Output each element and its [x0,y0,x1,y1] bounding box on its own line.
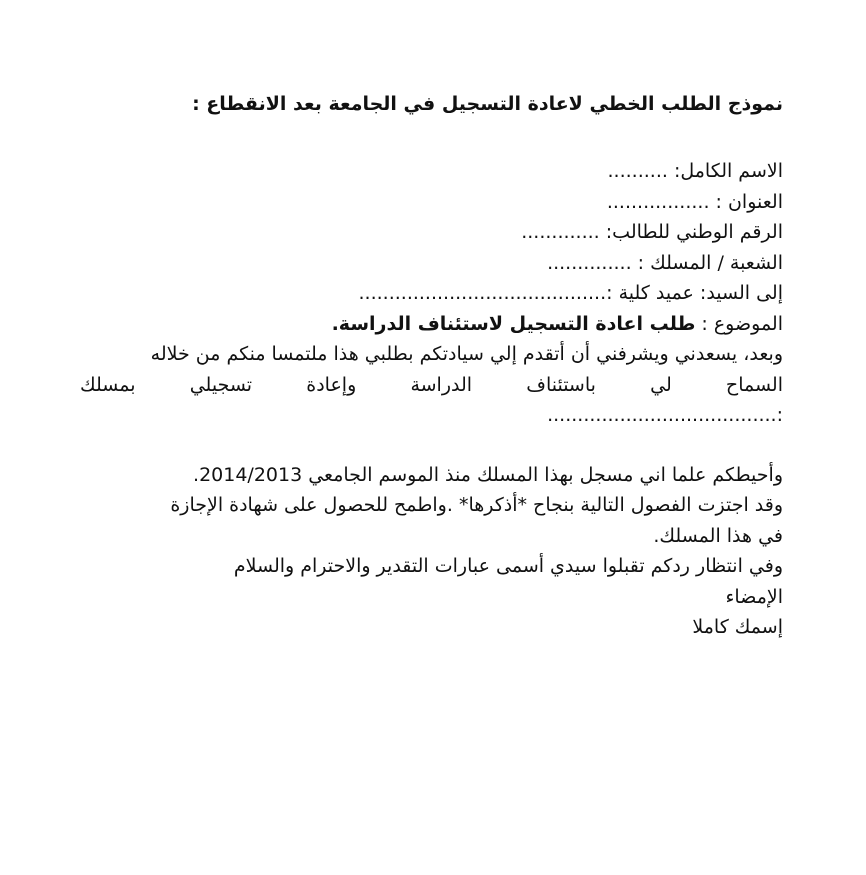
signature-label: الإمضاء [725,585,783,608]
passed-line-2: في هذا المسلك. [653,524,783,547]
intro-line-3: :...................................... [547,404,783,426]
enrolled-line: وأحيطكم علما اني مسجل بهذا المسلك منذ الموسم الجامعي 2014/2013. [193,463,783,486]
passed-line-1: وقد اجتزت الفصول التالية بنجاح *أذكرها* .واطمح للحصول على شهادة الإجازة [170,494,783,516]
subject-label: الموضوع : [695,312,783,335]
paragraph-spacer [80,431,783,460]
address-field: العنوان : ................. [606,190,783,213]
subject-text: طلب اعادة التسجيل لاستئناف الدراسة. [331,312,696,335]
subject-line [80,309,783,340]
national-id-field: الرقم الوطني للطالب: ............. [521,221,783,243]
letter-content [80,90,783,643]
track-field: الشعبة / المسلك : .............. [547,251,783,274]
intro-line-2: السماح لي باستئناف الدراسة وإعادة تسجيلي بمسلك [80,373,783,396]
full-name-field: الاسم الكامل: .......... [607,160,783,182]
recipient-field: إلى السيد: عميد كلية :......................................... [358,282,783,304]
closing-line: وفي انتظار ردكم تقبلوا سيدي أسمى عبارات التقدير والاحترام والسلام [233,555,783,577]
signature-name: إسمك كاملا [692,616,783,638]
page-title: نموذج الطلب الخطي لاعادة التسجيل في الجامعة بعد الانقطاع : [192,93,783,115]
intro-line-1: وبعد، يسعدني ويشرفني أن أتقدم إلي سيادتكم بطلبي هذا ملتمسا منكم من خلاله [150,343,783,365]
